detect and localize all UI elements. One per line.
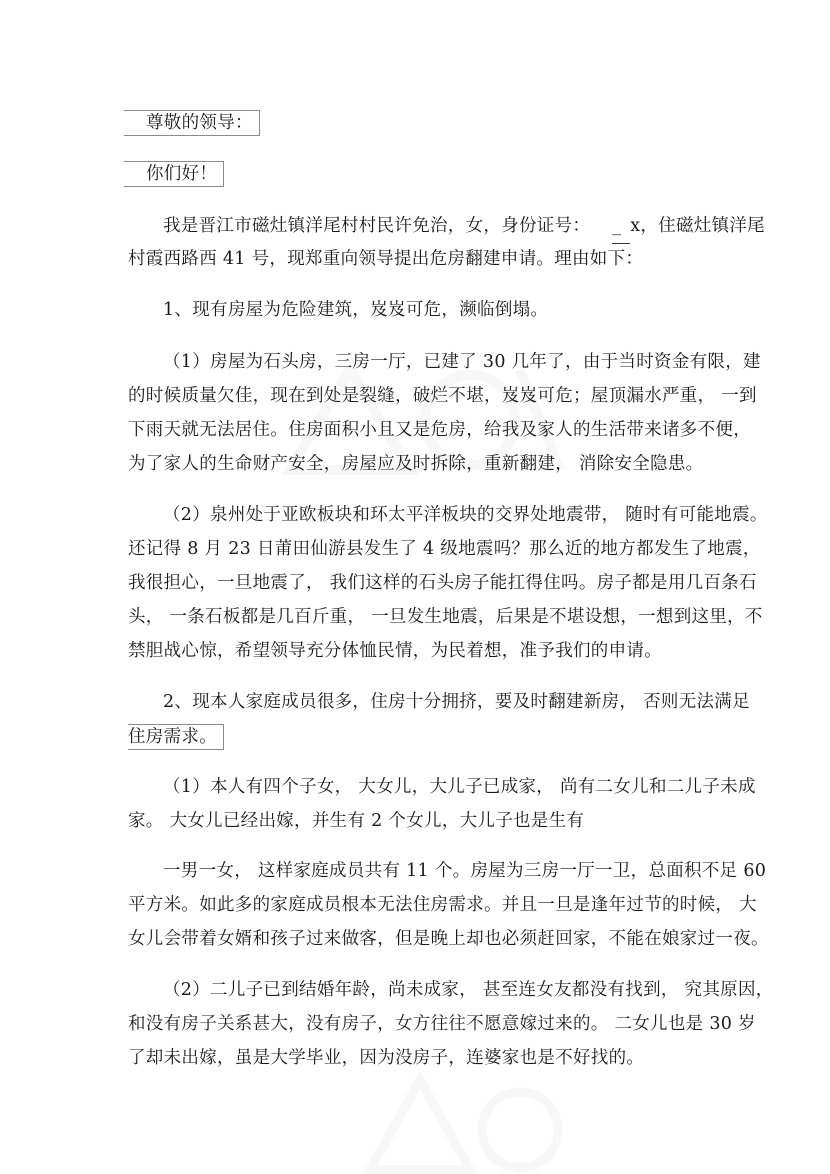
greeting-line xyxy=(128,157,708,191)
body-line-4 xyxy=(163,345,761,379)
body-text: （2）泉州处于亚欧板块和环太平洋板块的交界处地震带， 随时有可能地震。 xyxy=(163,505,768,525)
body-line-18 xyxy=(128,888,757,922)
body-line-16 xyxy=(128,804,708,838)
body-text: 了却未出嫁，虽是大学毕业，因为没房子，连婆家也是不好找的。 xyxy=(128,1048,645,1068)
body-line-1 xyxy=(163,209,765,244)
body-text: 头， 一条石板都是几百斤重， 一旦发生地震，后果是不堪设想，一想到这里，不 xyxy=(128,607,763,627)
section-heading-end: 住房需求。 xyxy=(128,724,224,750)
body-text: 我是晋江市磁灶镇洋尾村村民许免治，女，身份证号： xyxy=(163,216,591,236)
section-heading: 1、现有房屋为危险建筑，岌岌可危，濒临倒塌。 xyxy=(163,300,549,320)
body-text: 的时候质量欠佳，现在到处是裂缝，破烂不堪，岌岌可危；屋顶漏水严重， 一到 xyxy=(128,386,757,406)
body-text: 女儿会带着女婿和孩子过来做客，但是晚上却也必须赶回家，不能在娘家过一夜。 xyxy=(128,929,769,949)
body-text: x，住磁灶镇洋尾 xyxy=(630,216,765,236)
body-line-13 xyxy=(163,685,750,719)
watermark-logo-icon-bottom xyxy=(360,1060,580,1174)
body-line-20 xyxy=(163,973,774,1007)
body-line-12 xyxy=(128,634,708,668)
body-line-5 xyxy=(128,379,757,413)
greeting: 你们好！ xyxy=(124,161,224,187)
body-text: 禁胆战心惊，希望领导充分体恤民情，为民着想，准予我们的申请。 xyxy=(128,641,662,661)
salutation-line xyxy=(128,106,708,140)
body-text: 下雨天就无法居住。住房面积小且又是危房，给我及家人的生活带来诸多不便， xyxy=(128,420,751,440)
body-text: （1）房屋为石头房，三房一厅，已建了 30 几年了，由于当时资金有限，建 xyxy=(163,352,761,372)
body-line-3 xyxy=(163,293,743,327)
body-line-10 xyxy=(128,566,757,600)
body-text: 一男一女， 这样家庭成员共有 11 个。房屋为三房一厅一卫，总面积不足 60 xyxy=(163,861,767,881)
body-text: （2）二儿子已到结婚年龄，尚未成家， 甚至连女友都没有找到， 究其原因， xyxy=(163,980,774,1000)
body-line-11 xyxy=(128,600,763,634)
body-line-22 xyxy=(128,1041,708,1075)
body-line-19 xyxy=(128,922,769,956)
body-text: 为了家人的生命财产安全，房屋应及时拆除，重新翻建， 消除安全隐患。 xyxy=(128,454,704,474)
body-line-21 xyxy=(128,1007,756,1041)
body-line-6 xyxy=(128,413,751,447)
section-heading: 2、现本人家庭成员很多，住房十分拥挤，要及时翻建新房， 否则无法满足 xyxy=(163,692,750,712)
body-line-15 xyxy=(163,770,756,804)
body-text: 平方米。如此多的家庭成员根本无法住房需求。并且一旦是逢年过节的时候， 大 xyxy=(128,895,757,915)
body-line-8 xyxy=(163,498,768,532)
body-line-9 xyxy=(128,532,761,566)
body-line-7 xyxy=(128,447,708,481)
body-text: 还记得 8 月 23 日莆田仙游县发生了 4 级地震吗？那么近的地方都发生了地震， xyxy=(128,539,761,559)
body-line-2 xyxy=(128,242,708,276)
body-text: （1）本人有四个子女， 大女儿，大儿子已成家， 尚有二女儿和二儿子未成 xyxy=(163,777,756,797)
id-number-blank: _ xyxy=(612,209,630,244)
body-text: 和没有房子关系甚大，没有房子，女方往往不愿意嫁过来的。 二女儿也是 30 岁 xyxy=(128,1014,756,1034)
body-line-14 xyxy=(128,720,708,754)
body-text: 家。 大女儿已经出嫁，并生有 2 个女儿，大儿子也是生有 xyxy=(128,811,585,831)
salutation: 尊敬的领导： xyxy=(124,110,260,136)
body-text: 村霞西路西 41 号，现郑重向领导提出危房翻建申请。理由如下： xyxy=(128,249,644,269)
body-text: 我很担心，一旦地震了， 我们这样的石头房子能扛得住吗。房子都是用几百条石 xyxy=(128,573,757,593)
body-line-17 xyxy=(163,854,767,888)
